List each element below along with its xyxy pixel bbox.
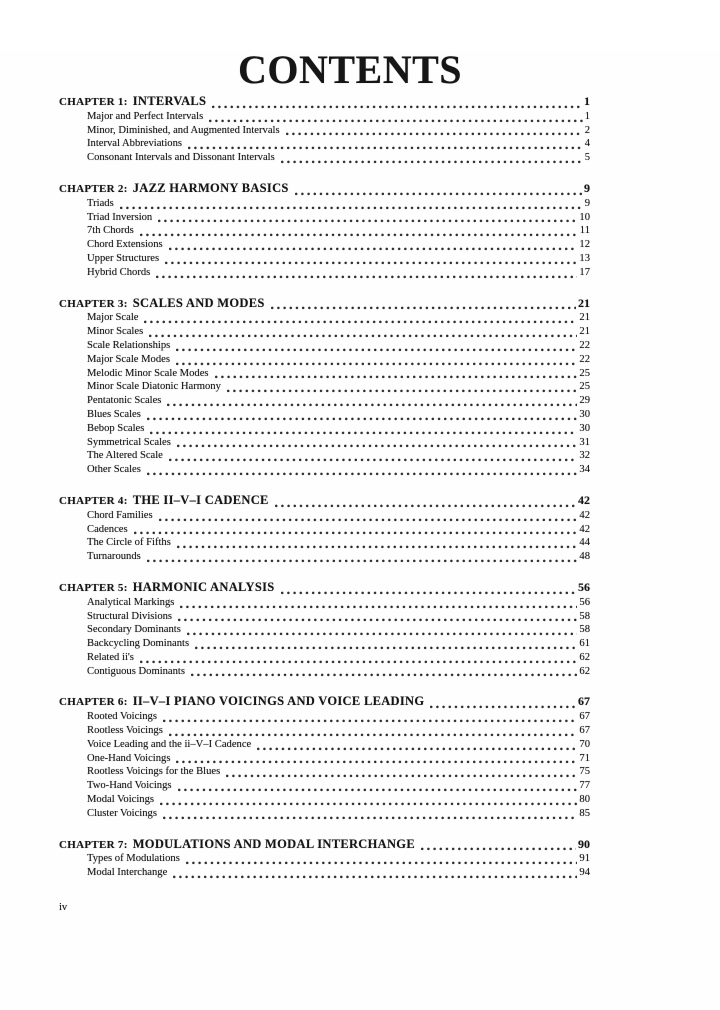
page-title: CONTENTS xyxy=(237,47,463,92)
item-label: Voice Leading and the ii–V–I Cadence xyxy=(87,738,252,750)
folio-page-number: iv xyxy=(59,902,68,914)
dot-leader xyxy=(120,206,583,210)
dot-leader xyxy=(178,788,578,792)
item-page-number: 30 xyxy=(579,408,590,420)
dot-leader xyxy=(186,861,578,865)
toc-item-row xyxy=(59,124,590,138)
dot-leader xyxy=(178,618,577,622)
item-label: Minor Scales xyxy=(87,326,144,338)
item-label: The Altered Scale xyxy=(87,450,163,462)
dot-leader xyxy=(176,362,577,366)
dot-leader xyxy=(177,444,578,448)
dot-leader xyxy=(212,105,582,109)
chapter-title: HARMONIC ANALYSIS xyxy=(132,579,275,594)
item-page-number: 32 xyxy=(579,450,590,462)
toc-item-row xyxy=(59,408,590,422)
toc-section xyxy=(59,182,590,280)
dot-leader xyxy=(147,559,578,563)
toc-chapter-row xyxy=(59,581,590,596)
toc-item-row xyxy=(59,779,590,793)
item-label: Melodic Minor Scale Modes xyxy=(87,367,209,379)
toc-section xyxy=(59,838,590,880)
item-page-number: 4 xyxy=(584,138,590,150)
dot-leader xyxy=(195,646,577,650)
toc-item-row xyxy=(59,137,590,151)
item-label: Two-Hand Voicings xyxy=(87,780,172,792)
item-label: Upper Structures xyxy=(87,252,160,264)
item-page-number: 25 xyxy=(579,367,590,379)
chapter-prefix: CHAPTER 5: xyxy=(59,581,128,594)
item-page-number: 21 xyxy=(579,326,590,338)
toc-chapter-row xyxy=(59,95,590,110)
toc-item-row xyxy=(59,197,590,211)
dot-leader xyxy=(188,146,583,150)
dot-leader xyxy=(275,504,576,508)
dot-leader xyxy=(176,760,577,764)
chapter-page-number: 9 xyxy=(584,180,590,195)
toc-section xyxy=(59,494,590,564)
item-page-number: 44 xyxy=(579,537,590,549)
item-page-number: 77 xyxy=(579,780,590,792)
dot-leader xyxy=(156,275,577,279)
item-label: Secondary Dominants xyxy=(87,624,181,636)
toc-item-row xyxy=(59,637,590,651)
item-page-number: 1 xyxy=(584,110,590,122)
dot-leader xyxy=(140,660,577,664)
item-label: Triad Inversion xyxy=(87,211,153,223)
toc-section xyxy=(59,297,590,477)
item-page-number: 10 xyxy=(579,211,590,223)
chapter-title: MODULATIONS AND MODAL INTERCHANGE xyxy=(132,836,415,851)
toc-item-row xyxy=(59,807,590,821)
dot-leader xyxy=(226,774,577,778)
item-label: Cluster Voicings xyxy=(87,807,157,819)
toc-chapter-row xyxy=(59,494,590,509)
toc-item-row xyxy=(59,266,590,280)
toc-item-row xyxy=(59,665,590,679)
dot-leader xyxy=(169,458,578,462)
chapter-prefix: CHAPTER 4: xyxy=(59,494,128,507)
dot-leader xyxy=(147,417,578,421)
toc-item-row xyxy=(59,596,590,610)
dot-leader xyxy=(150,431,577,435)
toc-item-row xyxy=(59,252,590,266)
toc-chapter-row xyxy=(59,182,590,197)
dot-leader xyxy=(430,705,576,709)
item-label: Contiguous Dominants xyxy=(87,665,185,677)
chapter-title: JAZZ HARMONY BASICS xyxy=(132,180,289,195)
chapter-page-number: 90 xyxy=(578,836,590,851)
toc-item-row xyxy=(59,422,590,436)
item-page-number: 67 xyxy=(579,711,590,723)
toc-item-row xyxy=(59,394,590,408)
dot-leader xyxy=(158,219,577,223)
item-label: Chord Extensions xyxy=(87,239,163,251)
toc-item-row xyxy=(59,651,590,665)
chapter-title: SCALES AND MODES xyxy=(132,295,265,310)
toc-chapter-row xyxy=(59,695,590,710)
page xyxy=(0,47,720,1010)
chapter-title: II–V–I PIANO VOICINGS AND VOICE LEADING xyxy=(132,694,425,709)
toc-item-row xyxy=(59,752,590,766)
item-page-number: 62 xyxy=(579,651,590,663)
item-label: Backcycling Dominants xyxy=(87,638,190,650)
item-label: Rootless Voicings xyxy=(87,725,163,737)
dot-leader xyxy=(271,306,576,310)
toc xyxy=(59,95,590,880)
item-label: Scale Relationships xyxy=(87,339,171,351)
item-page-number: 29 xyxy=(579,395,590,407)
item-label: Pentatonic Scales xyxy=(87,395,162,407)
toc-chapter-row xyxy=(59,838,590,853)
dot-leader xyxy=(215,375,578,379)
item-label: Major Scale Modes xyxy=(87,353,170,365)
item-page-number: 70 xyxy=(579,738,590,750)
dot-leader xyxy=(144,320,577,324)
item-page-number: 17 xyxy=(579,266,590,278)
dot-leader xyxy=(281,591,576,595)
item-page-number: 31 xyxy=(579,436,590,448)
item-label: Rootless Voicings for the Blues xyxy=(87,766,221,778)
item-page-number: 34 xyxy=(579,464,590,476)
item-page-number: 12 xyxy=(579,239,590,251)
item-page-number: 80 xyxy=(579,794,590,806)
item-label: Types of Modulations xyxy=(87,853,180,865)
item-page-number: 2 xyxy=(584,124,590,136)
item-page-number: 21 xyxy=(579,312,590,324)
toc-item-row xyxy=(59,523,590,537)
item-page-number: 5 xyxy=(584,152,590,164)
toc-item-row xyxy=(59,852,590,866)
item-page-number: 22 xyxy=(579,339,590,351)
item-page-number: 58 xyxy=(579,624,590,636)
chapter-page-number: 67 xyxy=(578,694,590,709)
dot-leader xyxy=(295,192,582,196)
dot-leader xyxy=(191,673,577,677)
chapter-page-number: 56 xyxy=(578,579,590,594)
toc-item-row xyxy=(59,738,590,752)
dot-leader xyxy=(173,875,577,879)
item-label: Modal Voicings xyxy=(87,794,155,806)
item-label: Analytical Markings xyxy=(87,596,175,608)
item-label: Minor Scale Diatonic Harmony xyxy=(87,381,221,393)
toc-item-row xyxy=(59,724,590,738)
dot-leader xyxy=(257,747,577,751)
toc-item-row xyxy=(59,765,590,779)
item-page-number: 11 xyxy=(579,225,590,237)
item-label: Bebop Scales xyxy=(87,422,145,434)
toc-section xyxy=(59,581,590,679)
toc-item-row xyxy=(59,151,590,165)
item-page-number: 56 xyxy=(579,596,590,608)
toc-item-row xyxy=(59,509,590,523)
item-page-number: 42 xyxy=(579,523,590,535)
item-page-number: 71 xyxy=(579,752,590,764)
toc-item-row xyxy=(59,325,590,339)
toc-item-row xyxy=(59,793,590,807)
chapter-page-number: 42 xyxy=(578,492,590,507)
dot-leader xyxy=(140,233,578,237)
item-page-number: 48 xyxy=(579,551,590,563)
item-page-number: 42 xyxy=(579,509,590,521)
dot-leader xyxy=(163,719,577,723)
item-label: Turnarounds xyxy=(87,551,141,563)
dot-leader xyxy=(167,403,577,407)
item-page-number: 91 xyxy=(579,853,590,865)
item-label: Minor, Diminished, and Augmented Intervals xyxy=(87,124,280,136)
toc-item-row xyxy=(59,211,590,225)
dot-leader xyxy=(163,816,577,820)
dot-leader xyxy=(149,334,577,338)
chapter-prefix: CHAPTER 2: xyxy=(59,182,128,195)
toc-item-row xyxy=(59,436,590,450)
item-label: The Circle of Fifths xyxy=(87,537,171,549)
toc-item-row xyxy=(59,610,590,624)
toc-item-row xyxy=(59,710,590,724)
dot-leader xyxy=(180,605,577,609)
dot-leader xyxy=(286,132,583,136)
item-page-number: 13 xyxy=(579,252,590,264)
toc-item-row xyxy=(59,110,590,124)
toc-item-row xyxy=(59,623,590,637)
toc-section xyxy=(59,695,590,820)
toc-item-row xyxy=(59,367,590,381)
chapter-prefix: CHAPTER 1: xyxy=(59,96,128,108)
dot-leader xyxy=(187,632,578,636)
item-page-number: 22 xyxy=(579,353,590,365)
item-page-number: 25 xyxy=(579,381,590,393)
item-page-number: 94 xyxy=(579,867,590,879)
item-label: Cadences xyxy=(87,523,128,535)
item-label: One-Hand Voicings xyxy=(87,752,171,764)
toc-item-row xyxy=(59,311,590,325)
item-page-number: 30 xyxy=(579,422,590,434)
dot-leader xyxy=(165,261,577,265)
toc-item-row xyxy=(59,866,590,880)
toc-chapter-row xyxy=(59,297,590,312)
dot-leader xyxy=(134,531,578,535)
item-label: Major and Perfect Intervals xyxy=(87,110,204,122)
toc-item-row xyxy=(59,238,590,252)
dot-leader xyxy=(160,802,577,806)
dot-leader xyxy=(176,348,577,352)
toc-item-row xyxy=(59,536,590,550)
dot-leader xyxy=(177,545,578,549)
item-page-number: 67 xyxy=(579,725,590,737)
item-label: Chord Families xyxy=(87,509,153,521)
item-page-number: 61 xyxy=(579,638,590,650)
item-label: Related ii's xyxy=(87,651,134,663)
item-label: Other Scales xyxy=(87,464,141,476)
item-label: Structural Divisions xyxy=(87,610,173,622)
item-label: 7th Chords xyxy=(87,225,134,237)
dot-leader xyxy=(209,119,583,123)
item-page-number: 85 xyxy=(579,807,590,819)
item-page-number: 9 xyxy=(584,197,590,209)
item-label: Consonant Intervals and Dissonant Intervals xyxy=(87,152,275,164)
dot-leader xyxy=(169,247,578,251)
dot-leader xyxy=(169,733,578,737)
toc-section xyxy=(59,95,590,165)
toc-item-row xyxy=(59,224,590,238)
dot-leader xyxy=(281,160,583,164)
item-label: Triads xyxy=(87,197,114,209)
item-label: Blues Scales xyxy=(87,408,141,420)
item-page-number: 75 xyxy=(579,766,590,778)
item-label: Symmetrical Scales xyxy=(87,436,171,448)
dot-leader xyxy=(147,472,578,476)
toc-item-row xyxy=(59,449,590,463)
toc-item-row xyxy=(59,339,590,353)
toc-item-row xyxy=(59,353,590,367)
dot-leader xyxy=(159,518,578,522)
item-label: Modal Interchange xyxy=(87,867,168,879)
toc-item-row xyxy=(59,463,590,477)
dot-leader xyxy=(227,389,578,393)
item-label: Hybrid Chords xyxy=(87,266,151,278)
chapter-title: THE II–V–I CADENCE xyxy=(132,492,269,507)
chapter-prefix: CHAPTER 3: xyxy=(59,297,128,310)
dot-leader xyxy=(421,847,576,851)
toc-item-row xyxy=(59,380,590,394)
item-label: Interval Abbreviations xyxy=(87,138,183,150)
toc-item-row xyxy=(59,550,590,564)
chapter-prefix: CHAPTER 7: xyxy=(59,838,128,851)
item-page-number: 58 xyxy=(579,610,590,622)
chapter-page-number: 1 xyxy=(584,94,590,108)
chapter-prefix: CHAPTER 6: xyxy=(59,696,128,709)
item-label: Rooted Voicings xyxy=(87,711,157,723)
chapter-title: INTERVALS xyxy=(132,94,207,108)
item-label: Major Scale xyxy=(87,312,139,324)
item-page-number: 62 xyxy=(579,665,590,677)
chapter-page-number: 21 xyxy=(578,295,590,310)
